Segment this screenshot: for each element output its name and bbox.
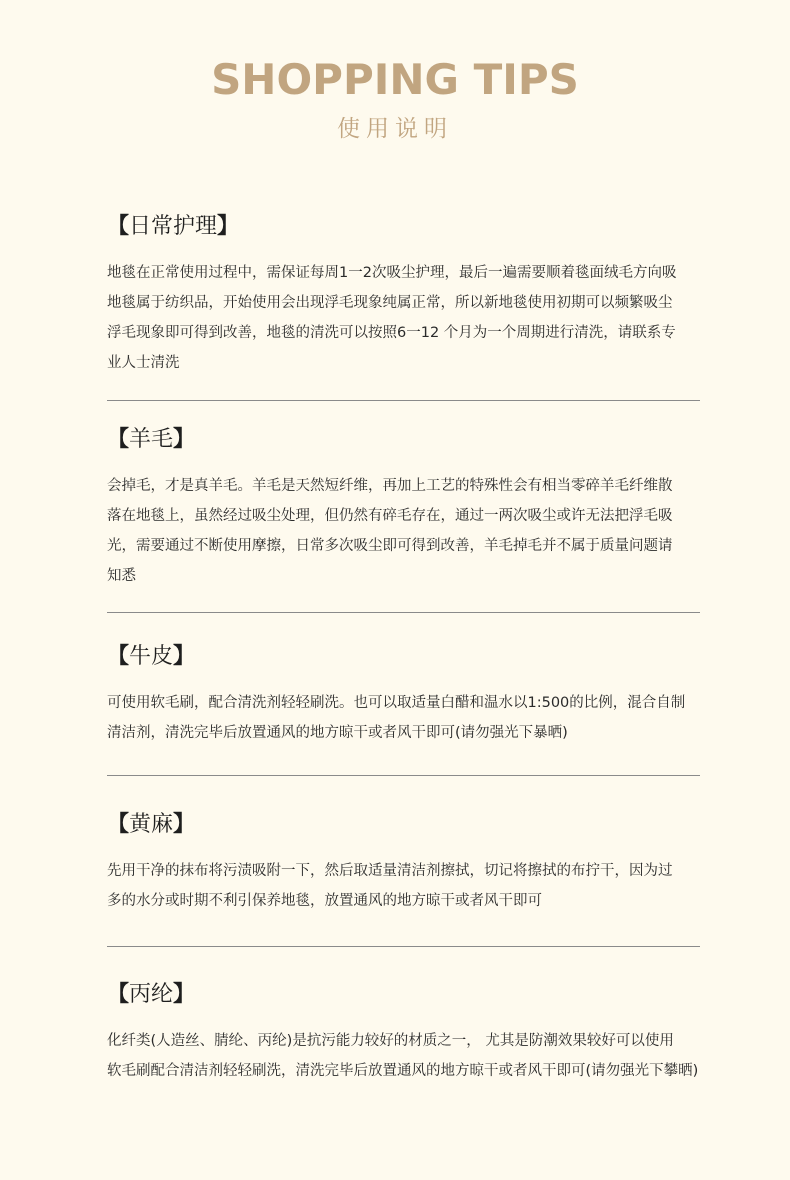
body-line: 知悉 bbox=[107, 568, 136, 584]
body-line: 软毛刷配合清洁剂轻轻刷洗，清洗完毕后放置通风的地方晾干或者风干即可(请勿强光下攀晒) bbox=[107, 1063, 699, 1079]
page-subtitle: 使用说明 bbox=[337, 116, 453, 142]
section-heading bbox=[107, 810, 707, 840]
body-line: 光，需要通过不断使用摩擦，日常多次吸尘即可得到改善，羊毛掉毛并不属于质量问题请 bbox=[107, 538, 673, 554]
page-title: SHOPPING TIPS bbox=[211, 55, 579, 104]
section-daily-care bbox=[107, 212, 707, 378]
body-line: 清洁剂，清洗完毕后放置通风的地方晾干或者风干即可(请勿强光下暴晒) bbox=[107, 725, 568, 741]
heading-text: 丙纶 bbox=[129, 982, 174, 1007]
body-line: 可使用软毛刷，配合清洗剂轻轻刷洗。也可以取适量白醋和温水以1:500的比例，混合自制 bbox=[107, 695, 686, 711]
body-line: 多的水分或时期不利引保养地毯，放置通风的地方晾干或者风干即可 bbox=[107, 893, 542, 909]
heading-bracket-open: 【 bbox=[107, 214, 130, 239]
section-divider bbox=[107, 400, 700, 401]
section-divider bbox=[107, 612, 700, 613]
heading-bracket-close: 】 bbox=[173, 982, 196, 1007]
heading-bracket-open: 【 bbox=[107, 427, 130, 452]
section-heading bbox=[107, 642, 707, 672]
section-jute bbox=[107, 810, 707, 916]
heading-bracket-close: 】 bbox=[173, 427, 196, 452]
heading-text: 黄麻 bbox=[129, 812, 174, 837]
heading-bracket-close: 】 bbox=[217, 214, 240, 239]
body-line: 业人士清洗 bbox=[107, 355, 180, 371]
section-heading bbox=[107, 212, 707, 242]
heading-text: 牛皮 bbox=[129, 644, 174, 669]
section-cowhide bbox=[107, 642, 707, 748]
section-body bbox=[107, 856, 707, 916]
heading-text: 日常护理 bbox=[129, 214, 218, 239]
section-body bbox=[107, 258, 707, 378]
body-line: 先用干净的抹布将污渍吸附一下，然后取适量清洁剂擦拭，切记将擦拭的布拧干，因为过 bbox=[107, 863, 673, 879]
heading-bracket-open: 【 bbox=[107, 812, 130, 837]
body-line: 会掉毛，才是真羊毛。羊毛是天然短纤维，再加上工艺的特殊性会有相当零碎羊毛纤维散 bbox=[107, 478, 673, 494]
heading-bracket-close: 】 bbox=[173, 812, 196, 837]
heading-bracket-open: 【 bbox=[107, 982, 130, 1007]
body-line: 地毯在正常使用过程中，需保证每周1一2次吸尘护理，最后一遍需要顺着毯面绒毛方向吸 bbox=[107, 265, 677, 281]
body-line: 浮毛现象即可得到改善，地毯的清洗可以按照6一12 个月为一个周期进行清洗，请联系专 bbox=[107, 325, 676, 341]
section-polypropylene bbox=[107, 980, 707, 1086]
body-line: 落在地毯上，虽然经过吸尘处理，但仍然有碎毛存在，通过一两次吸尘或许无法把浮毛吸 bbox=[107, 508, 673, 524]
section-heading bbox=[107, 980, 707, 1010]
body-line: 化纤类(人造丝、腈纶、丙纶)是抗污能力较好的材质之一， 尤其是防潮效果较好可以使用 bbox=[107, 1033, 674, 1049]
section-body bbox=[107, 1026, 707, 1086]
section-divider bbox=[107, 946, 700, 947]
heading-text: 羊毛 bbox=[129, 427, 174, 452]
section-heading bbox=[107, 425, 707, 455]
heading-bracket-close: 】 bbox=[173, 644, 196, 669]
heading-bracket-open: 【 bbox=[107, 644, 130, 669]
body-line: 地毯属于纺织品，开始使用会出现浮毛现象纯属正常，所以新地毯使用初期可以频繁吸尘 bbox=[107, 295, 673, 311]
section-body bbox=[107, 471, 707, 591]
section-wool bbox=[107, 425, 707, 591]
section-body bbox=[107, 688, 707, 748]
section-divider bbox=[107, 775, 700, 776]
